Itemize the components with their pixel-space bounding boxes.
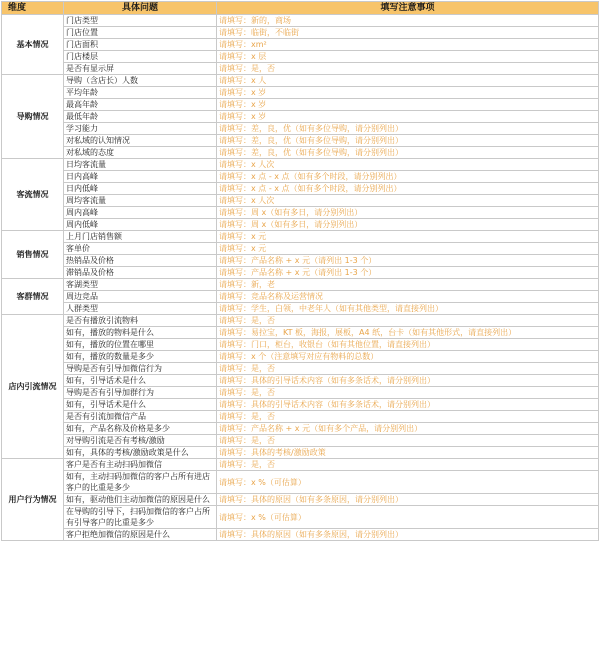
note-cell: 请填写：x 元: [217, 243, 599, 255]
question-cell: 如有，产品名称及价格是多少: [64, 423, 217, 435]
note-cell: 请填写：x 岁: [217, 111, 599, 123]
note-cell: 请填写：x 人: [217, 75, 599, 87]
note-cell: 请填写：x 层: [217, 51, 599, 63]
question-cell: 对私域的态度: [64, 147, 217, 159]
table-row: [2, 291, 599, 303]
note-cell: 请填写：x 岁: [217, 99, 599, 111]
note-cell: 请填写：竞品名称及运营情况: [217, 291, 599, 303]
note-cell: 请填写：产品名称 + x 元（请列出 1-3 个）: [217, 255, 599, 267]
table-row: [2, 147, 599, 159]
category-cell: 销售情况: [2, 231, 64, 279]
table-row: [2, 51, 599, 63]
question-cell: 如有，引导话术是什么: [64, 375, 217, 387]
note-cell: 请填写：是，否: [217, 411, 599, 423]
question-cell: 日均客流量: [64, 159, 217, 171]
question-cell: 最低年龄: [64, 111, 217, 123]
table-row: [2, 63, 599, 75]
question-cell: 周内高峰: [64, 207, 217, 219]
note-cell: 请填写：学生，白领，中老年人（如有其他类型，请直接列出）: [217, 303, 599, 315]
question-cell: 平均年龄: [64, 87, 217, 99]
note-cell: 请填写：具体的引导话术内容（如有多条话术，请分别列出）: [217, 375, 599, 387]
table-row: [2, 75, 599, 87]
survey-body: [2, 15, 599, 541]
question-cell: 人群类型: [64, 303, 217, 315]
table-row: [2, 529, 599, 541]
question-cell: 客单价: [64, 243, 217, 255]
table-row: [2, 447, 599, 459]
table-row: [2, 15, 599, 27]
question-cell: 如有，主动扫码加微信的客户占所有进店客户的比重是多少: [64, 471, 217, 494]
question-cell: 在导购的引导下，扫码加微信的客户占所有引导客户的比重是多少: [64, 506, 217, 529]
table-row: [2, 111, 599, 123]
table-row: [2, 423, 599, 435]
note-cell: 请填写：具体的原因（如有多条原因，请分别列出）: [217, 494, 599, 506]
note-cell: 请填写：是，否: [217, 63, 599, 75]
table-row: [2, 399, 599, 411]
table-row: [2, 459, 599, 471]
question-cell: 周边竞品: [64, 291, 217, 303]
question-cell: 上月门店销售额: [64, 231, 217, 243]
note-cell: 请填写：产品名称 + x 元（请列出 1-3 个）: [217, 267, 599, 279]
table-row: [2, 135, 599, 147]
note-cell: 请填写：周 x（如有多日，请分别列出）: [217, 207, 599, 219]
table-row: [2, 87, 599, 99]
table-row: [2, 183, 599, 195]
table-row: [2, 387, 599, 399]
question-cell: 周均客流量: [64, 195, 217, 207]
table-row: [2, 363, 599, 375]
header-note: 填写注意事项: [217, 2, 599, 15]
question-cell: 如有，具体的考核/激励政策是什么: [64, 447, 217, 459]
note-cell: 请填写：易拉宝，KT 板，海报，展板，A4 纸，台卡（如有其他形式，请直接列出）: [217, 327, 599, 339]
table-row: [2, 219, 599, 231]
question-cell: 如有，播放的数量是多少: [64, 351, 217, 363]
question-cell: 是否有显示屏: [64, 63, 217, 75]
table-row: [2, 375, 599, 387]
category-cell: 客群情况: [2, 279, 64, 315]
header-category: 维度: [2, 2, 64, 15]
note-cell: 请填写：xm²: [217, 39, 599, 51]
note-cell: 请填写：具体的原因（如有多条原因，请分别列出）: [217, 529, 599, 541]
note-cell: 请填写：周 x（如有多日，请分别列出）: [217, 219, 599, 231]
note-cell: 请填写：x 元: [217, 231, 599, 243]
table-row: [2, 99, 599, 111]
category-cell: 导购情况: [2, 75, 64, 159]
question-cell: 门店类型: [64, 15, 217, 27]
table-row: [2, 207, 599, 219]
note-cell: 请填写：临街，不临街: [217, 27, 599, 39]
note-cell: 请填写：x 个（注意填写对应有物料的总数）: [217, 351, 599, 363]
note-cell: 请填写：是，否: [217, 435, 599, 447]
note-cell: 请填写：是，否: [217, 315, 599, 327]
table-row: [2, 255, 599, 267]
note-cell: 请填写：是，否: [217, 387, 599, 399]
note-cell: 请填写：x 点 - x 点（如有多个时段，请分别列出）: [217, 171, 599, 183]
question-cell: 导购是否有引导加群行为: [64, 387, 217, 399]
question-cell: 日内高峰: [64, 171, 217, 183]
table-row: [2, 39, 599, 51]
question-cell: 如有，引导话术是什么: [64, 399, 217, 411]
question-cell: 客湖类型: [64, 279, 217, 291]
note-cell: 请填写：是，否: [217, 363, 599, 375]
note-cell: 请填写：具体的考核/激励政策: [217, 447, 599, 459]
question-cell: 学习能力: [64, 123, 217, 135]
question-cell: 是否有播放引流物料: [64, 315, 217, 327]
category-cell: 店内引流情况: [2, 315, 64, 459]
question-cell: 客户拒绝加微信的原因是什么: [64, 529, 217, 541]
note-cell: 请填写：x 岁: [217, 87, 599, 99]
category-cell: 基本情况: [2, 15, 64, 75]
table-row: [2, 303, 599, 315]
category-cell: 用户行为情况: [2, 459, 64, 541]
question-cell: 如有，播放的位置在哪里: [64, 339, 217, 351]
question-cell: 对私域的认知情况: [64, 135, 217, 147]
note-cell: 请填写：x 点 - x 点（如有多个时段，请分别列出）: [217, 183, 599, 195]
note-cell: 请填写：新的，商场: [217, 15, 599, 27]
note-cell: 请填写：x %（可估算）: [217, 471, 599, 494]
note-cell: 请填写：差，良，优（如有多位导购，请分别列出）: [217, 135, 599, 147]
table-row: [2, 506, 599, 529]
table-row: [2, 159, 599, 171]
table-row: [2, 279, 599, 291]
table-row: [2, 351, 599, 363]
table-row: [2, 411, 599, 423]
header-row: [2, 2, 599, 15]
note-cell: 请填写：差，良，优（如有多位导购，请分别列出）: [217, 147, 599, 159]
question-cell: 门店位置: [64, 27, 217, 39]
question-cell: 对导购引流是否有考核/激励: [64, 435, 217, 447]
question-cell: 如有，驱动他们主动加微信的原因是什么: [64, 494, 217, 506]
table-row: [2, 243, 599, 255]
note-cell: 请填写：差，良，优（如有多位导购，请分别列出）: [217, 123, 599, 135]
note-cell: 请填写：新，老: [217, 279, 599, 291]
survey-table: [1, 1, 599, 541]
table-row: [2, 435, 599, 447]
note-cell: 请填写：x %（可估算）: [217, 506, 599, 529]
question-cell: 是否有引流加微信产品: [64, 411, 217, 423]
question-cell: 门店楼层: [64, 51, 217, 63]
question-cell: 门店面积: [64, 39, 217, 51]
note-cell: 请填写：具体的引导话术内容（如有多条话术，请分别列出）: [217, 399, 599, 411]
question-cell: 滞销品及价格: [64, 267, 217, 279]
table-row: [2, 171, 599, 183]
table-row: [2, 27, 599, 39]
question-cell: 客户是否有主动扫码加微信: [64, 459, 217, 471]
table-row: [2, 195, 599, 207]
header-question: 具体问题: [64, 2, 217, 15]
note-cell: 请填写：是，否: [217, 459, 599, 471]
note-cell: 请填写：x 人次: [217, 195, 599, 207]
table-row: [2, 231, 599, 243]
table-row: [2, 315, 599, 327]
table-row: [2, 267, 599, 279]
category-cell: 客流情况: [2, 159, 64, 231]
table-row: [2, 494, 599, 506]
question-cell: 导购是否有引导加微信行为: [64, 363, 217, 375]
table-row: [2, 123, 599, 135]
question-cell: 日内低峰: [64, 183, 217, 195]
table-row: [2, 339, 599, 351]
table-row: [2, 327, 599, 339]
question-cell: 热销品及价格: [64, 255, 217, 267]
note-cell: 请填写：x 人次: [217, 159, 599, 171]
question-cell: 导购（含店长）人数: [64, 75, 217, 87]
question-cell: 周内低峰: [64, 219, 217, 231]
question-cell: 最高年龄: [64, 99, 217, 111]
table-row: [2, 471, 599, 494]
note-cell: 请填写：门口，柜台，收银台（如有其他位置，请直接列出）: [217, 339, 599, 351]
note-cell: 请填写：产品名称 + x 元（如有多个产品，请分别列出）: [217, 423, 599, 435]
question-cell: 如有，播放的物料是什么: [64, 327, 217, 339]
